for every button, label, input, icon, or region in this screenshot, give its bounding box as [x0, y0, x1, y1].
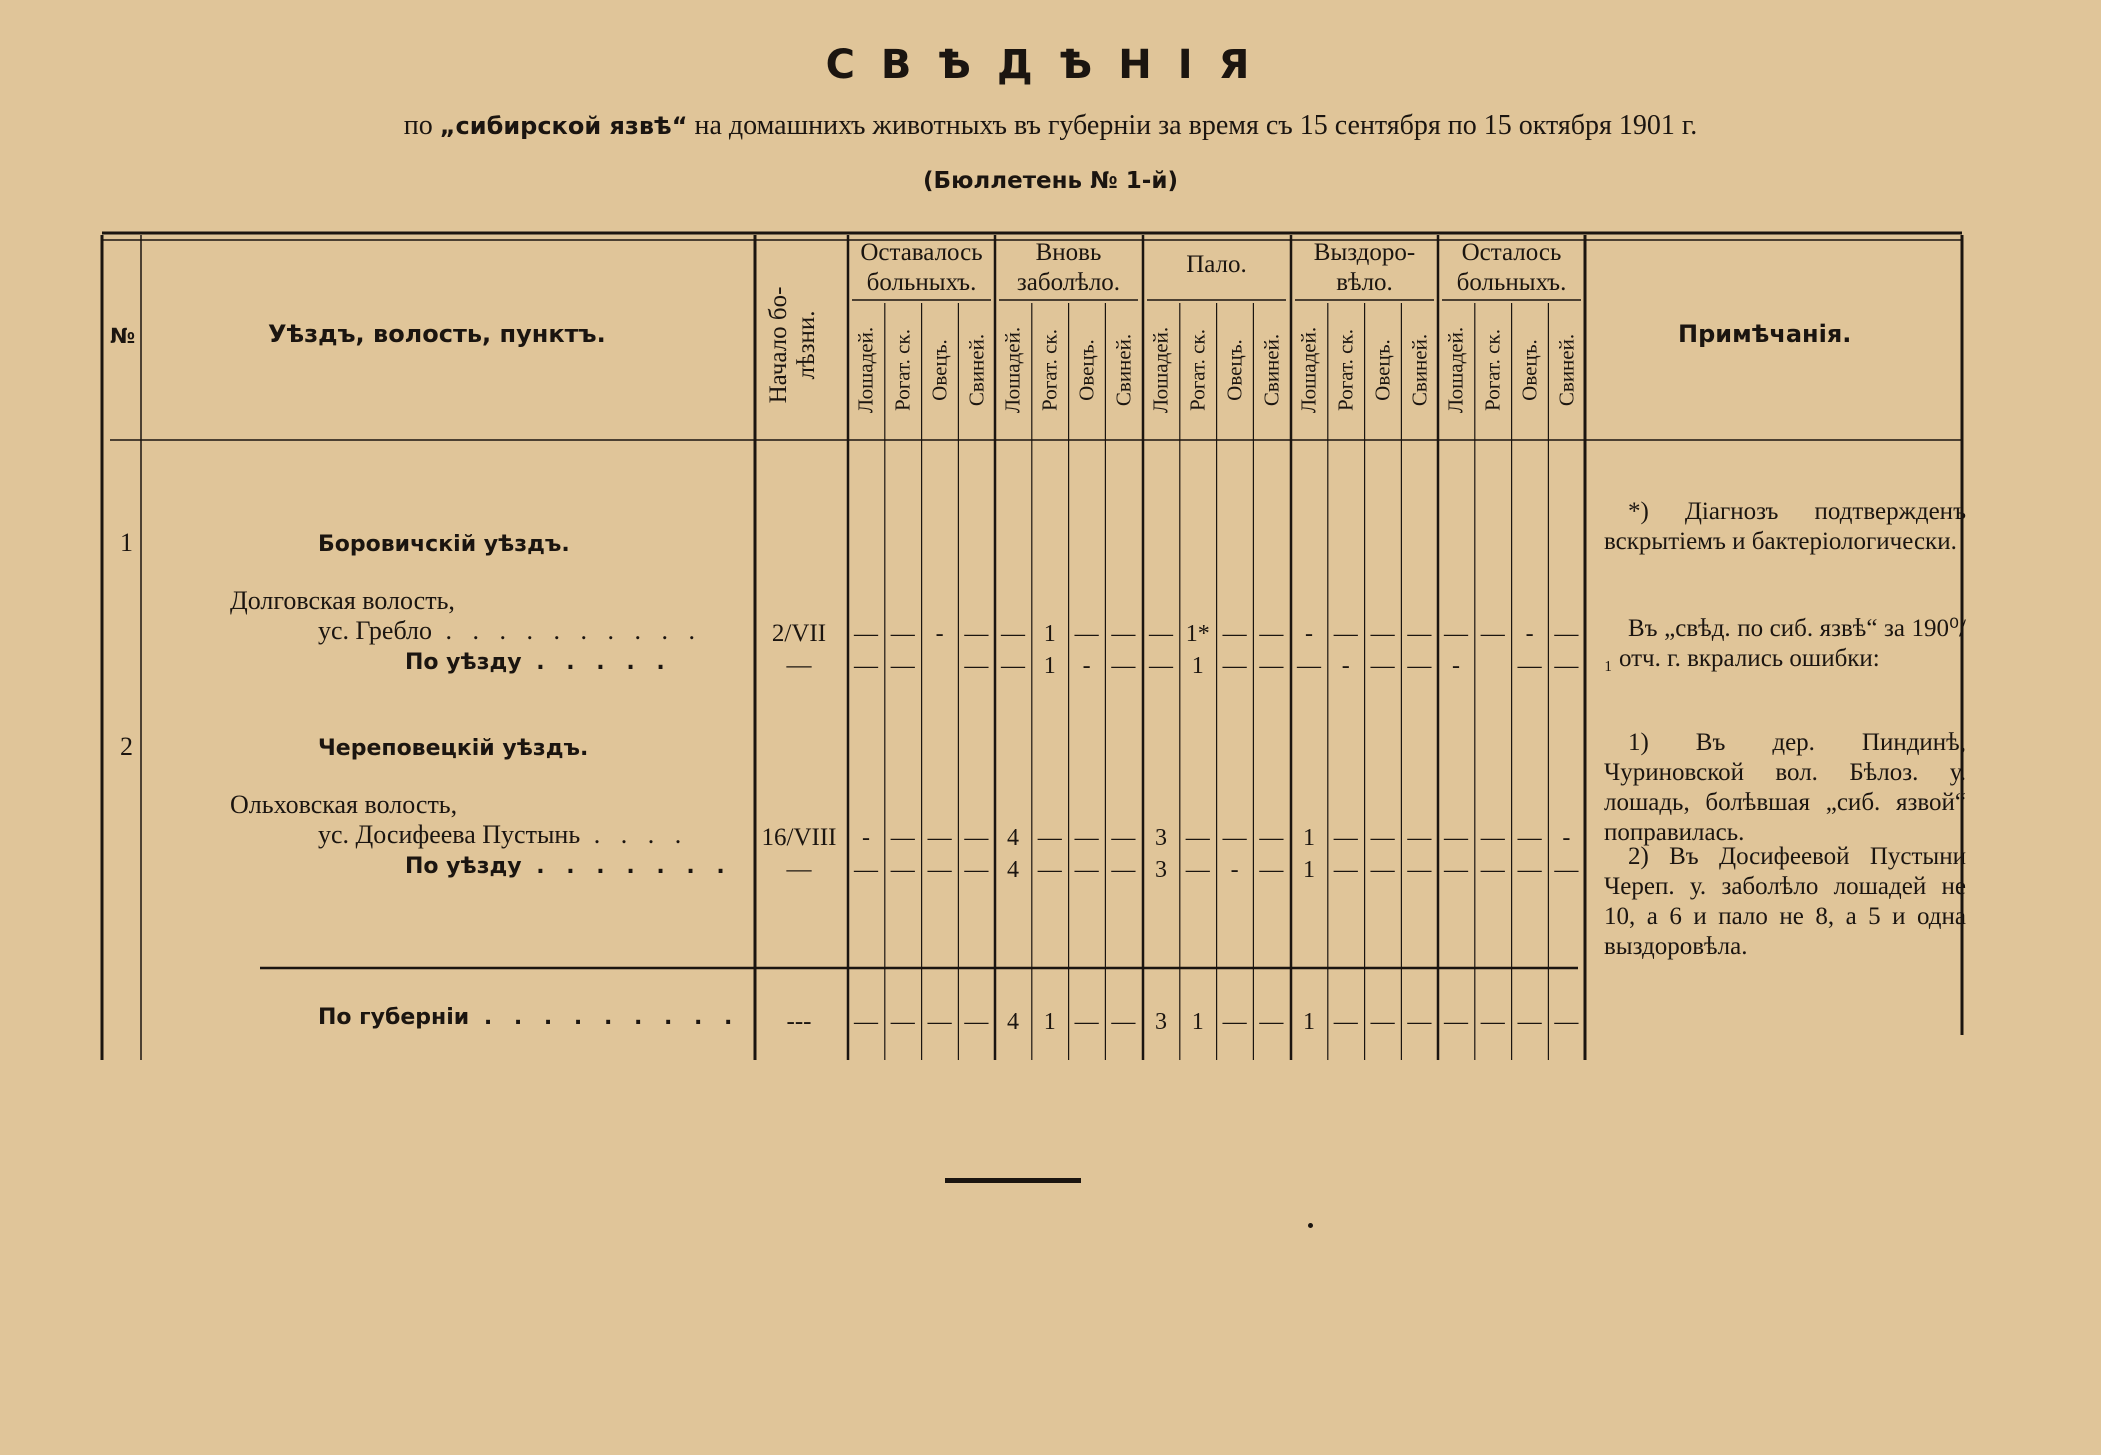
data-cell: — — [1001, 621, 1025, 647]
data-cell: — — [1111, 621, 1136, 647]
data-cell: — — [964, 825, 989, 851]
data-cell: — — [1111, 653, 1136, 679]
data-cell: — — [1333, 621, 1358, 647]
closing-rule — [945, 1178, 1081, 1183]
bulletin-number: (Бюллетень № 1-й) — [923, 168, 1178, 194]
onset-cell: --- — [786, 1008, 812, 1035]
data-cell: — — [964, 621, 989, 647]
data-cell: — — [854, 1009, 878, 1035]
data-cell: 4 — [1007, 825, 1019, 851]
animal-header: Рогат. ск. — [1333, 329, 1358, 411]
data-cell: - — [1305, 621, 1313, 647]
data-cell: — — [1222, 653, 1247, 679]
group-header-3: Пало. — [1186, 251, 1247, 278]
data-cell: - — [1562, 825, 1571, 851]
data-cell: — — [1111, 1009, 1136, 1035]
data-cell: — — [1297, 653, 1321, 679]
data-cell: — — [1370, 857, 1395, 883]
place-name: ус. Гребло — [318, 616, 433, 645]
data-cell: — — [1259, 1009, 1284, 1035]
onset-cell: — — [786, 652, 812, 679]
data-cell: — — [964, 1009, 989, 1035]
document-title: СВѢДѢНІЯ — [825, 42, 1276, 88]
data-cell: — — [1370, 1009, 1395, 1035]
row-number: 2 — [120, 732, 133, 761]
animal-header: Лошадей. — [1000, 326, 1025, 414]
data-cell: — — [1554, 857, 1579, 883]
data-cell: - — [862, 825, 870, 851]
data-cell: — — [1480, 857, 1505, 883]
row-number: 1 — [120, 528, 133, 557]
animal-header: Свиней. — [1111, 333, 1136, 407]
data-cell: — — [890, 621, 915, 647]
data-cell: — — [964, 857, 989, 883]
data-cell: 1 — [1303, 825, 1315, 851]
data-cell: — — [1444, 1009, 1468, 1035]
data-cell: — — [1407, 653, 1432, 679]
data-cell: — — [1517, 825, 1542, 851]
animal-header: Рогат. ск. — [890, 329, 915, 411]
data-cell: 1 — [1303, 1009, 1315, 1035]
data-cell: — — [1480, 1009, 1505, 1035]
data-cell: — — [1001, 653, 1025, 679]
animal-header: Овецъ. — [1074, 339, 1099, 401]
data-cell: - — [1230, 857, 1239, 883]
subtitle-bold: „сибирской язвѣ“ — [439, 112, 688, 140]
data-cell: — — [890, 857, 915, 883]
data-cell: 1 — [1043, 653, 1056, 679]
data-cell: 1 — [1303, 857, 1315, 883]
data-cell: 1* — [1185, 621, 1210, 647]
onset-cell: 16/VIII — [761, 824, 837, 851]
data-cell: — — [1259, 653, 1284, 679]
data-cell: — — [1480, 825, 1505, 851]
column-header-onset: Начало бо- лѣзни. — [765, 286, 820, 404]
data-cell: — — [1517, 653, 1542, 679]
column-header-place: Уѣздъ, волость, пунктъ. — [268, 320, 606, 348]
data-cell: 3 — [1155, 825, 1167, 851]
volost-name: Долговская волость, — [230, 586, 455, 615]
data-cell: — — [1259, 857, 1284, 883]
data-cell: — — [1259, 621, 1284, 647]
data-cell: — — [1259, 825, 1284, 851]
data-cell: - — [935, 621, 944, 647]
data-cell: — — [1074, 621, 1099, 647]
data-cell: — — [927, 857, 952, 883]
group-header-2: Вновь заболѣло. — [1016, 239, 1121, 296]
data-cell: — — [1554, 653, 1579, 679]
data-cell: 4 — [1007, 857, 1019, 883]
data-cell: — — [1185, 825, 1210, 851]
data-cell: — — [1444, 621, 1468, 647]
data-cell: — — [1407, 857, 1432, 883]
column-header-notes: Примѣчанія. — [1678, 320, 1852, 348]
data-cell: — — [1111, 825, 1136, 851]
data-cell: — — [1554, 621, 1579, 647]
note-correction-1: 1) Въ дер. Пиндинѣ, Чуриновской вол. Бѣлоз. у. лошадь, болѣвшая „сиб. язвой“ поправилась. — [1604, 729, 1966, 846]
animal-header: Рогат. ск. — [1480, 329, 1505, 411]
place-name: ус. Досифеева Пустынь — [318, 820, 581, 849]
data-cell: — — [1185, 857, 1210, 883]
data-cell: — — [890, 653, 915, 679]
group-header-5: Осталось больныхъ. — [1456, 239, 1567, 296]
data-cell: — — [1517, 1009, 1542, 1035]
data-cell: — — [1037, 825, 1062, 851]
data-cell: — — [854, 621, 878, 647]
data-cell: — — [1111, 857, 1136, 883]
data-cell: — — [964, 653, 989, 679]
data-cell: — — [1444, 825, 1468, 851]
data-cell: — — [1370, 621, 1395, 647]
animal-header: Рогат. ск. — [1037, 329, 1062, 411]
onset-cell: 2/VII — [771, 620, 827, 647]
district-name: Череповецкій уѣздъ. — [318, 736, 589, 761]
data-cell: — — [1037, 857, 1062, 883]
data-cell: — — [1370, 825, 1395, 851]
data-cell: — — [1370, 653, 1395, 679]
data-cell: — — [1407, 1009, 1432, 1035]
animal-header: Овецъ. — [927, 339, 952, 401]
data-cell: — — [1074, 857, 1099, 883]
data-cell: — — [1554, 1009, 1579, 1035]
data-cell: — — [1333, 1009, 1358, 1035]
group-header-1: Оставалось больныхъ. — [860, 239, 983, 296]
data-cell: — — [1222, 825, 1247, 851]
data-cell: — — [890, 1009, 915, 1035]
data-cell: — — [854, 857, 878, 883]
data-cell: - — [1082, 653, 1091, 679]
note-errata: Въ „свѣд. по сиб. язвѣ“ за 190⁰/₁ отч. г. вкрались ошибки: — [1604, 615, 1966, 672]
animal-header: Лошадей. — [853, 326, 878, 414]
data-cell: — — [1333, 857, 1358, 883]
row-label: ус. Досифеева Пустынь . . . . — [318, 820, 689, 849]
data-cell: — — [927, 1009, 952, 1035]
data-cell: 3 — [1155, 857, 1167, 883]
data-cell: — — [1517, 857, 1542, 883]
animal-header: Овецъ. — [1222, 339, 1247, 401]
data-cell: — — [1074, 1009, 1099, 1035]
animal-header: Лошадей. — [1443, 326, 1468, 414]
animal-header: Свиней. — [1259, 333, 1284, 407]
data-cell: 1 — [1191, 1009, 1204, 1035]
district-name: Боровичскій уѣздъ. — [318, 532, 570, 557]
data-cell: — — [1333, 825, 1358, 851]
data-cell: — — [1444, 857, 1468, 883]
data-cell: — — [927, 825, 952, 851]
animal-header: Овецъ. — [1370, 339, 1395, 401]
row-label: По губерніи . . . . . . . . . — [318, 1005, 740, 1030]
data-cell: — — [1222, 621, 1247, 647]
data-cell: 1 — [1191, 653, 1204, 679]
subtitle-pre: по — [403, 110, 433, 141]
animal-header: Свиней. — [1407, 333, 1432, 407]
animal-header: Лошадей. — [1148, 326, 1173, 414]
row-label: По уѣзду . . . . . . . — [405, 854, 732, 879]
column-header-number: № — [110, 324, 136, 348]
data-cell: — — [1074, 825, 1099, 851]
data-cell: — — [1407, 825, 1432, 851]
animal-header: Рогат. ск. — [1185, 329, 1210, 411]
data-cell: — — [1149, 621, 1173, 647]
subtotal-label: По уѣзду — [405, 854, 522, 879]
data-cell: 3 — [1155, 1009, 1167, 1035]
data-cell: — — [854, 653, 878, 679]
total-label: По губерніи — [318, 1005, 470, 1030]
data-cell: - — [1452, 653, 1460, 679]
data-cell: — — [890, 825, 915, 851]
animal-header: Свиней. — [964, 333, 989, 407]
data-cell: — — [1149, 653, 1173, 679]
onset-cell: — — [786, 856, 812, 883]
data-cell: 1 — [1043, 1009, 1056, 1035]
subtotal-label: По уѣзду — [405, 650, 522, 675]
animal-header: Овецъ. — [1517, 339, 1542, 401]
data-cell: 1 — [1043, 621, 1056, 647]
animal-header: Свиней. — [1554, 333, 1579, 407]
note-footnote: *) Діагнозъ подтвержденъ вскрытіемъ и бактеріологически. — [1604, 498, 1966, 555]
group-header-4: Выздоро- вѣло. — [1313, 239, 1416, 296]
data-cell: — — [1407, 621, 1432, 647]
note-correction-2: 2) Въ Досифеевой Пустыни Череп. у. заболѣло лошадей не 10, а 6 и пало не 8, а 5 и одна выздоровѣла. — [1604, 843, 1966, 960]
data-cell: - — [1525, 621, 1534, 647]
data-cell: — — [1480, 621, 1505, 647]
row-label: По уѣзду . . . . . — [405, 650, 672, 675]
animal-header: Лошадей. — [1296, 326, 1321, 414]
subtitle-post: на домашнихъ животныхъ въ губерніи за время съ 15 сентября по 15 октября 1901 г. — [694, 110, 1698, 141]
data-cell: - — [1341, 653, 1350, 679]
data-cell: — — [1222, 1009, 1247, 1035]
data-cell: 4 — [1007, 1009, 1019, 1035]
volost-name: Ольховская волость, — [230, 790, 458, 819]
row-label: ус. Гребло . . . . . . . . . . — [318, 616, 703, 645]
print-speck — [1308, 1223, 1313, 1228]
